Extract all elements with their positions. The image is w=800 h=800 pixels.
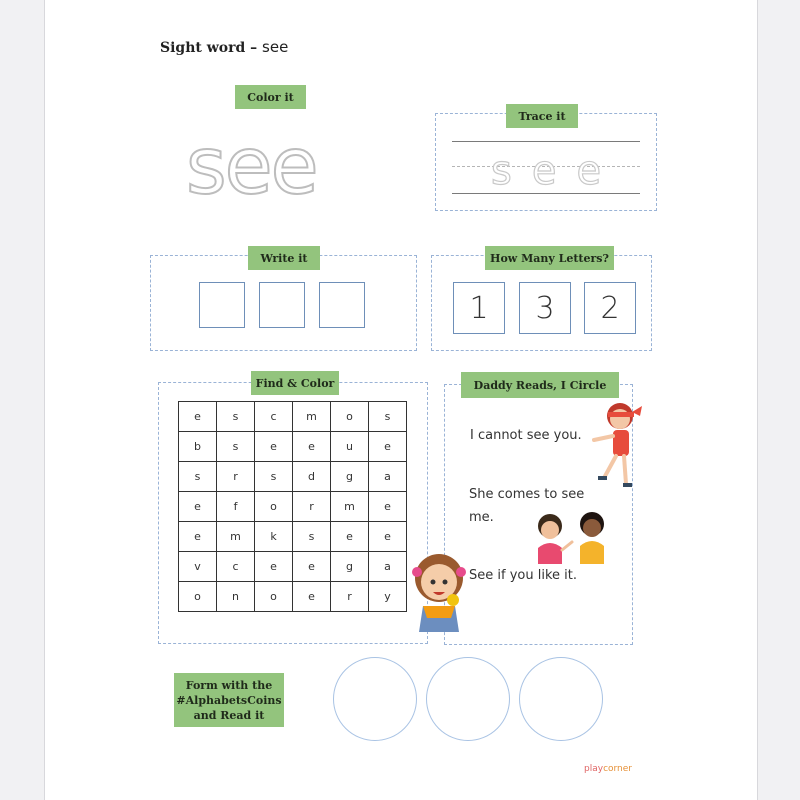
letter-choice-1[interactable]: 1 bbox=[453, 282, 505, 334]
write-cell-1[interactable] bbox=[199, 282, 245, 328]
grid-cell[interactable]: e bbox=[369, 522, 407, 552]
coin-circle-1[interactable] bbox=[333, 657, 417, 741]
grid-row bbox=[179, 582, 407, 612]
grid-cell[interactable]: m bbox=[293, 402, 331, 432]
grid-cell[interactable]: s bbox=[293, 522, 331, 552]
grid-cell[interactable]: e bbox=[255, 432, 293, 462]
trace-top-line bbox=[452, 141, 640, 142]
story-line-2b: me. bbox=[469, 510, 494, 525]
grid-cell[interactable]: e bbox=[293, 552, 331, 582]
grid-cell[interactable]: o bbox=[331, 402, 369, 432]
daddy-reads-label: Daddy Reads, I Circle bbox=[461, 372, 619, 398]
letter-choice-3[interactable]: 2 bbox=[584, 282, 636, 334]
grid-cell[interactable]: n bbox=[217, 582, 255, 612]
story-line-1: I cannot see you. bbox=[470, 428, 582, 443]
grid-cell[interactable]: e bbox=[179, 402, 217, 432]
two-girls-illustration bbox=[530, 508, 612, 566]
story-line-3: See if you like it. bbox=[469, 568, 577, 583]
grid-cell[interactable]: s bbox=[217, 402, 255, 432]
grid-cell[interactable]: e bbox=[179, 492, 217, 522]
grid-cell[interactable]: o bbox=[179, 582, 217, 612]
grid-cell[interactable]: s bbox=[369, 402, 407, 432]
grid-cell[interactable]: b bbox=[179, 432, 217, 462]
grid-cell[interactable]: s bbox=[179, 462, 217, 492]
brand-part2: corner bbox=[603, 764, 633, 774]
grid-cell[interactable]: e bbox=[255, 552, 293, 582]
how-many-label: How Many Letters? bbox=[485, 246, 614, 270]
grid-cell[interactable]: e bbox=[293, 582, 331, 612]
grid-row bbox=[179, 432, 407, 462]
find-color-label: Find & Color bbox=[251, 371, 339, 395]
grid-cell[interactable]: a bbox=[369, 462, 407, 492]
coin-circle-3[interactable] bbox=[519, 657, 603, 741]
grid-cell[interactable]: k bbox=[255, 522, 293, 552]
grid-cell[interactable]: d bbox=[293, 462, 331, 492]
grid-cell[interactable]: c bbox=[255, 402, 293, 432]
grid-row bbox=[179, 552, 407, 582]
grid-row bbox=[179, 402, 407, 432]
grid-cell[interactable]: e bbox=[331, 522, 369, 552]
grid-row bbox=[179, 522, 407, 552]
brand-part1: play bbox=[584, 764, 604, 774]
letter-choice-2[interactable]: 3 bbox=[519, 282, 571, 334]
girl-blindfold-illustration bbox=[586, 398, 646, 490]
girl-holding-coin-illustration bbox=[405, 548, 477, 632]
grid-cell[interactable]: e bbox=[293, 432, 331, 462]
grid-cell[interactable]: y bbox=[369, 582, 407, 612]
grid-cell[interactable]: r bbox=[217, 462, 255, 492]
coin-circle-2[interactable] bbox=[426, 657, 510, 741]
story-line-2a: She comes to see bbox=[469, 487, 585, 502]
grid-cell[interactable]: r bbox=[293, 492, 331, 522]
grid-cell[interactable]: e bbox=[369, 492, 407, 522]
grid-cell[interactable]: v bbox=[179, 552, 217, 582]
grid-cell[interactable]: m bbox=[331, 492, 369, 522]
grid-cell[interactable]: o bbox=[255, 492, 293, 522]
grid-cell[interactable]: e bbox=[179, 522, 217, 552]
trace-word: see bbox=[491, 148, 622, 194]
grid-cell[interactable]: g bbox=[331, 552, 369, 582]
grid-cell[interactable]: s bbox=[255, 462, 293, 492]
color-it-label: Color it bbox=[235, 85, 306, 109]
title-prefix: Sight word – bbox=[160, 40, 263, 56]
grid-cell[interactable]: f bbox=[217, 492, 255, 522]
grid-cell[interactable]: c bbox=[217, 552, 255, 582]
grid-cell[interactable]: e bbox=[369, 432, 407, 462]
grid-cell[interactable]: m bbox=[217, 522, 255, 552]
grid-cell[interactable]: a bbox=[369, 552, 407, 582]
write-cell-2[interactable] bbox=[259, 282, 305, 328]
word-search-grid bbox=[178, 401, 407, 612]
grid-cell[interactable]: g bbox=[331, 462, 369, 492]
grid-cell[interactable]: s bbox=[217, 432, 255, 462]
grid-cell[interactable]: u bbox=[331, 432, 369, 462]
dotted-word: see bbox=[186, 122, 317, 212]
write-cell-3[interactable] bbox=[319, 282, 365, 328]
title-word: see bbox=[262, 38, 289, 56]
write-it-label: Write it bbox=[248, 246, 320, 270]
page-title bbox=[160, 38, 288, 56]
grid-cell[interactable]: o bbox=[255, 582, 293, 612]
grid-row bbox=[179, 492, 407, 522]
brand-logo bbox=[584, 764, 632, 774]
form-coins-label: Form with the #AlphabetsCoins and Read it bbox=[174, 673, 284, 727]
grid-row bbox=[179, 462, 407, 492]
trace-it-label: Trace it bbox=[506, 104, 578, 128]
grid-cell[interactable]: r bbox=[331, 582, 369, 612]
